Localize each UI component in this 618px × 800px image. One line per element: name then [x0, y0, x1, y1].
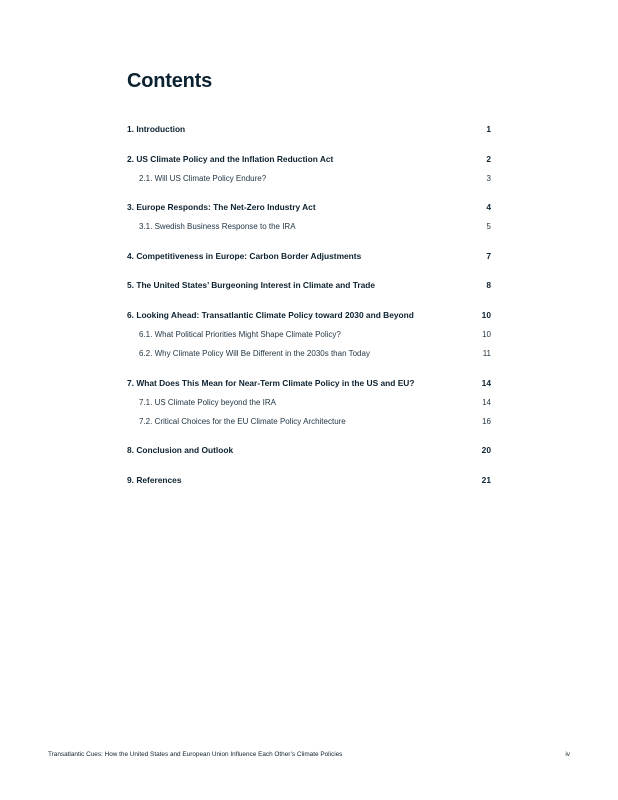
toc-entry-page: 4	[486, 202, 491, 213]
footer-text: Transatlantic Cues: How the United States and European Union Influence Each Other’s Climate Policies	[48, 751, 343, 758]
toc-entry-title	[139, 217, 296, 236]
toc-entry-number: 2.	[127, 153, 134, 164]
toc-entry-label: US Climate Policy beyond the IRA	[154, 397, 276, 407]
toc-entry-8[interactable]	[127, 441, 491, 460]
toc-entry-page: 1	[486, 124, 491, 134]
toc-entry-label: Looking Ahead: Transatlantic Climate Policy toward 2030 and Beyond	[136, 309, 414, 320]
toc-entry-page: 21	[481, 474, 491, 485]
toc-entry-4[interactable]	[127, 247, 491, 266]
toc-entry-label: Will US Climate Policy Endure?	[154, 173, 267, 183]
toc-entry-page: 3	[486, 173, 491, 183]
toc-entry-label: Conclusion and Outlook	[136, 445, 234, 456]
toc-entry-page: 20	[481, 445, 491, 456]
toc-entry-label: The United States’ Burgeoning Interest in Climate and Trade	[136, 280, 376, 291]
toc-entry-number: 2.1.	[139, 173, 153, 183]
toc-entry-label: Introduction	[136, 124, 186, 134]
toc-entry-number: 4.	[127, 250, 134, 261]
toc-entry-page: 7	[486, 250, 491, 261]
toc-entry-7-1[interactable]	[127, 393, 491, 412]
toc-entry-number: 1.	[127, 124, 134, 134]
toc-entry-7-2[interactable]	[127, 412, 491, 431]
toc-entry-label: What Does This Mean for Near-Term Climate Policy in the US and EU?	[136, 377, 415, 388]
toc-entry-title	[127, 150, 333, 169]
table-of-contents	[127, 120, 491, 490]
toc-entry-title	[139, 412, 346, 431]
toc-entry-6-2[interactable]	[127, 344, 491, 363]
toc-entry-3-1[interactable]	[127, 217, 491, 236]
page-title: Contents	[127, 70, 213, 92]
toc-entry-page: 11	[482, 348, 491, 358]
toc-entry-title	[127, 306, 414, 325]
toc-entry-title	[139, 325, 341, 344]
toc-entry-2-1[interactable]	[127, 169, 491, 188]
toc-entry-page: 2	[486, 153, 491, 164]
toc-entry-page: 16	[482, 416, 491, 426]
toc-entry-title	[139, 393, 276, 412]
toc-entry-number: 7.	[127, 377, 134, 388]
toc-entry-title	[127, 374, 414, 393]
toc-entry-title	[127, 198, 316, 217]
toc-entry-label: Competitiveness in Europe: Carbon Border Adjustments	[136, 250, 362, 261]
toc-entry-number: 3.	[127, 202, 134, 213]
toc-entry-label: What Political Priorities Might Shape Climate Policy?	[154, 329, 341, 339]
page-footer	[48, 751, 570, 758]
toc-entry-1[interactable]	[127, 120, 491, 139]
toc-entry-7[interactable]	[127, 374, 491, 393]
toc-entry-number: 9.	[127, 474, 134, 485]
toc-entry-page: 14	[482, 397, 491, 407]
toc-entry-label: References	[136, 474, 182, 485]
toc-entry-number: 6.1.	[139, 329, 153, 339]
toc-entry-6-1[interactable]	[127, 325, 491, 344]
toc-entry-number: 8.	[127, 445, 134, 456]
toc-entry-title	[127, 120, 185, 139]
toc-entry-label: Swedish Business Response to the IRA	[154, 222, 296, 232]
toc-entry-page: 5	[486, 222, 491, 232]
toc-entry-title	[127, 471, 182, 490]
toc-entry-number: 6.2.	[139, 348, 153, 358]
toc-entry-page: 10	[481, 309, 491, 320]
toc-entry-number: 6.	[127, 309, 134, 320]
toc-entry-number: 3.1.	[139, 222, 153, 232]
toc-entry-page: 8	[486, 280, 491, 291]
toc-entry-number: 5.	[127, 280, 134, 291]
toc-entry-page: 10	[482, 329, 491, 339]
toc-entry-number: 7.1.	[139, 397, 153, 407]
toc-entry-2[interactable]	[127, 150, 491, 169]
toc-entry-title	[139, 344, 370, 363]
toc-entry-9[interactable]	[127, 471, 491, 490]
toc-entry-title	[127, 441, 233, 460]
toc-entry-label: US Climate Policy and the Inflation Reduction Act	[136, 153, 334, 164]
toc-entry-3[interactable]	[127, 198, 491, 217]
toc-entry-label: Europe Responds: The Net-Zero Industry Act	[136, 202, 316, 213]
footer-page-number: iv	[565, 751, 570, 758]
toc-entry-title	[127, 276, 375, 295]
toc-entry-number: 7.2.	[139, 416, 153, 426]
toc-entry-6[interactable]	[127, 306, 491, 325]
toc-entry-label: Why Climate Policy Will Be Different in the 2030s than Today	[154, 348, 370, 358]
toc-entry-title	[139, 169, 266, 188]
toc-entry-page: 14	[481, 377, 491, 388]
toc-entry-5[interactable]	[127, 276, 491, 295]
toc-entry-label: Critical Choices for the EU Climate Policy Architecture	[154, 416, 346, 426]
toc-entry-title	[127, 247, 361, 266]
